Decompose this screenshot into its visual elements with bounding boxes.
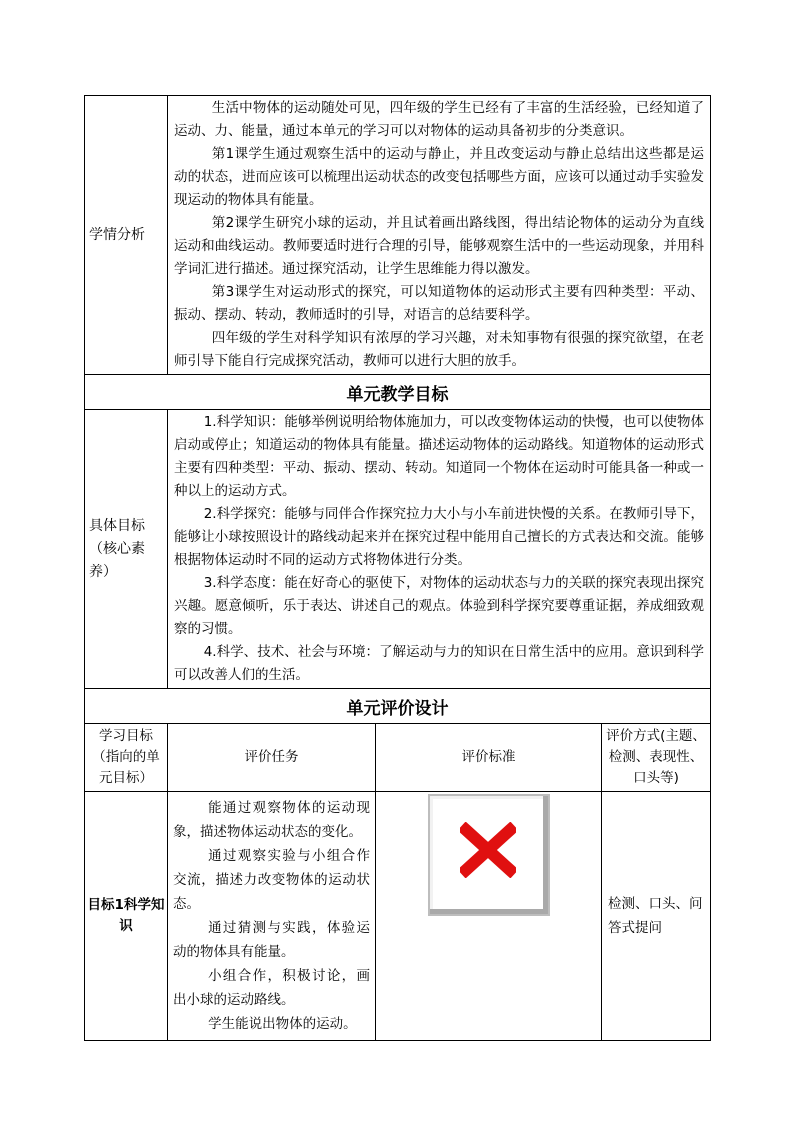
learning-analysis-content <box>168 96 711 375</box>
unit-goals-row <box>85 410 711 689</box>
paragraph: 第1课学生通过观察生活中的运动与静止，并且改变运动与静止总结出这些都是运动的状态，进而应该可以梳理出运动状态的改变包括哪些方面，应该可以通过动手实验发现运动的物体具有能量。 <box>174 146 704 208</box>
unit-goals-heading-row <box>85 375 711 410</box>
red-x-icon <box>460 822 516 878</box>
evaluation-method: 检测、口头、问答式提问 <box>602 792 711 1041</box>
paragraph: 第3课学生对运动形式的探究，可以知道物体的运动形式主要有四种类型：平动、振动、摆动、转动，教师适时的引导，对语言的总结要科学。 <box>174 284 704 323</box>
paragraph: 3.科学态度：能在好奇心的驱使下，对物体的运动状态与力的关联的探究表现出探究兴趣。愿意倾听，乐于表达、讲述自己的观点。体验到科学探究要尊重证据，养成细致观察的习惯。 <box>174 575 704 637</box>
document-page <box>84 95 710 1041</box>
column-header-goal: 学习目标（指向的单元目标） <box>85 724 168 792</box>
unit-goals-content <box>168 410 711 689</box>
paragraph: 4.科学、技术、社会与环境：了解运动与力的知识在日常生活中的应用。意识到科学可以改善人们的生活。 <box>174 644 704 683</box>
unit-goals-label: 具体目标（核心素养） <box>85 410 168 689</box>
task-item: 通过猜测与实践，体验运动的物体具有能量。 <box>173 920 370 960</box>
evaluation-heading: 单元评价设计 <box>85 689 711 724</box>
paragraph: 第2课学生研究小球的运动，并且试着画出路线图，得出结论物体的运动分为直线运动和曲线运动。教师要适时进行合理的引导，能够观察生活中的一些运动现象，并用科学词汇进行描述。通过探究活动，让学生思维能力得以激发。 <box>174 215 704 277</box>
paragraph: 2.科学探究：能够与同伴合作探究拉力大小与小车前进快慢的关系。在教师引导下，能够让小球按照设计的路线动起来并在探究过程中能用自己擅长的方式表达和交流。能够根据物体运动时不同的运动方式将物体进行分类。 <box>174 506 704 568</box>
unit-goals-heading: 单元教学目标 <box>85 375 711 410</box>
learning-analysis-label: 学情分析 <box>85 96 168 375</box>
paragraph: 生活中物体的运动随处可见，四年级的学生已经有了丰富的生活经验，已经知道了运动、力、能量，通过本单元的学习可以对物体的运动具备初步的分类意识。 <box>174 100 704 139</box>
column-header-task: 评价任务 <box>168 724 376 792</box>
column-header-standard: 评价标准 <box>376 724 602 792</box>
paragraph: 1.科学知识：能够举例说明给物体施加力，可以改变物体运动的快慢，也可以使物体启动或停止；知道运动的物体具有能量。描述运动物体的运动路线。知道物体的运动形式主要有四种类型：平动、振动、摆动、转动。知道同一个物体在运动时可能具备一种或一种以上的运动方式。 <box>174 414 704 499</box>
evaluation-tasks <box>168 792 376 1041</box>
task-item: 能通过观察物体的运动现象，描述物体运动状态的变化。 <box>173 800 370 840</box>
broken-image-icon <box>428 794 550 916</box>
evaluation-heading-row <box>85 689 711 724</box>
evaluation-standard-cell <box>376 792 602 1041</box>
column-header-method: 评价方式(主题、检测、表现性、口头等) <box>602 724 711 792</box>
evaluation-header-row <box>85 724 711 792</box>
task-item: 通过观察实验与小组合作交流，描述力改变物体的运动状态。 <box>173 848 370 912</box>
task-item: 学生能说出物体的运动。 <box>208 1016 357 1032</box>
learning-analysis-row <box>85 96 711 375</box>
evaluation-row-goal1 <box>85 792 711 1041</box>
lesson-plan-table <box>84 95 711 1041</box>
paragraph: 四年级的学生对科学知识有浓厚的学习兴趣，对未知事物有很强的探究欲望，在老师引导下能自行完成探究活动，教师可以进行大胆的放手。 <box>174 330 704 369</box>
task-item: 小组合作，积极讨论，画出小球的运动路线。 <box>173 968 370 1008</box>
goal-label: 目标1科学知识 <box>85 792 168 1041</box>
